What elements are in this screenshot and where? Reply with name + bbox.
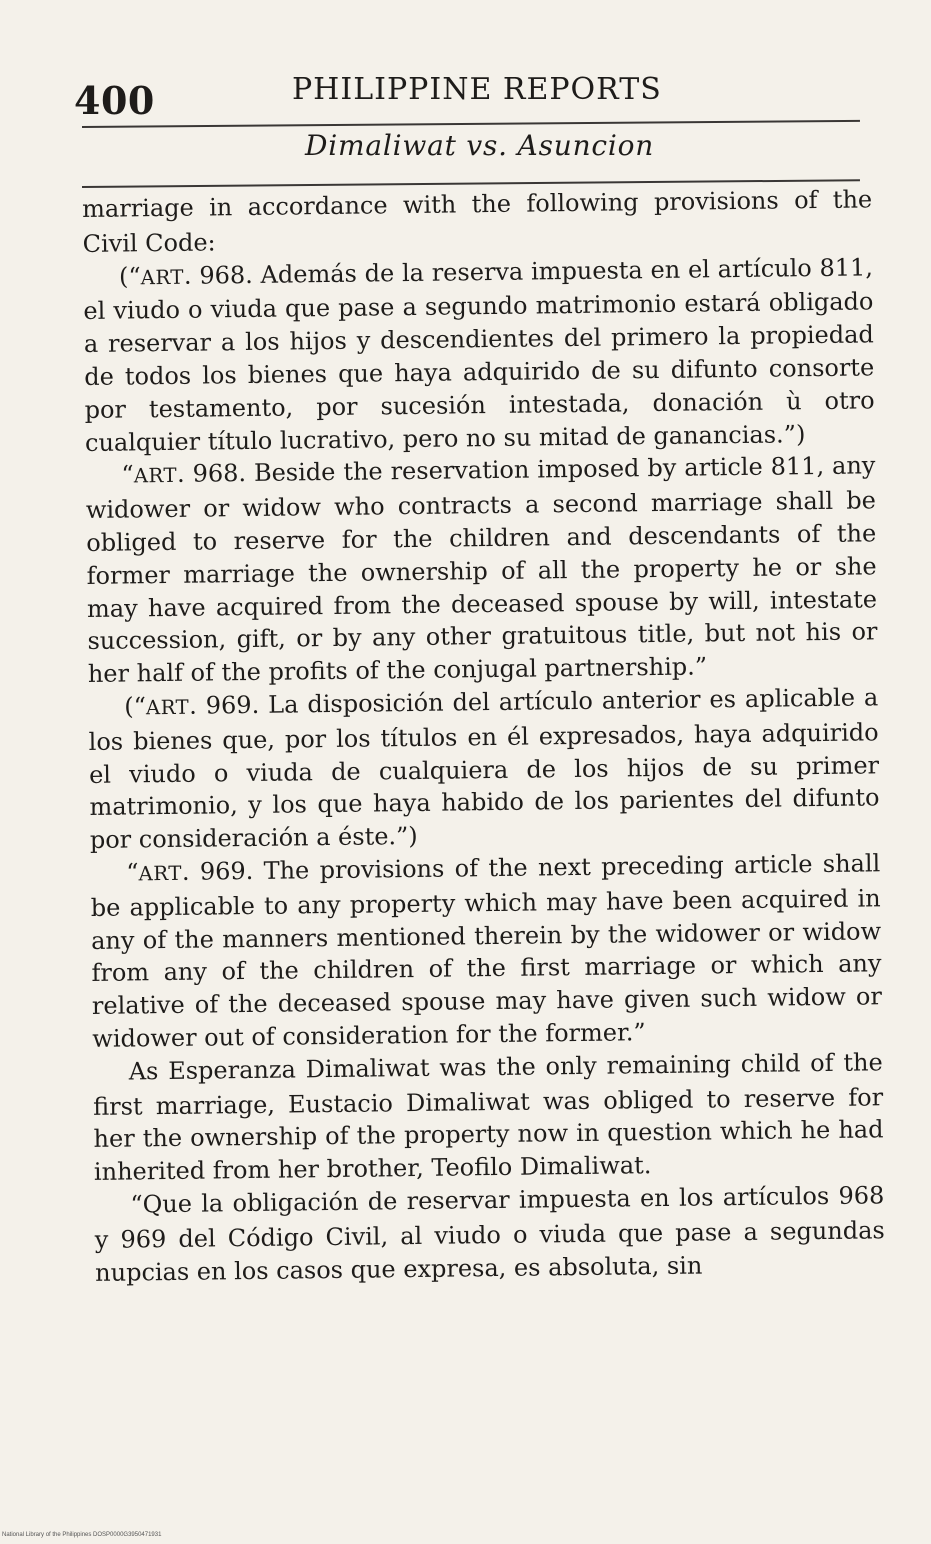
paragraph-5-prefix: “: [126, 858, 139, 887]
page-number: 400: [74, 78, 155, 123]
paragraph-5-text: . 969. The provisions of the next preceding article shall be applicable to any property which may have been acquired in any of the manners mentioned therein by the widower or widow from any of the children of the first marriage or which any relative of the deceased spouse may have given such widow or widower out of consideration for the former.”: [90, 849, 883, 1053]
paragraph-4-prefix-small: ART: [145, 695, 190, 720]
paragraph-3: [85, 450, 878, 691]
paragraph-4-prefix: (“: [124, 692, 147, 721]
paragraph-2-text: . 968. Además de la reserva impuesta en el artículo 811, el viudo o viuda que pase a segundo matrimonio estará obligado a reservar a los hijos y descendientes del primero la propiedad de todos los bienes que haya adquirido de su difunto consorte por testamento, por sucesión intestada, donación ù otro cualquier título lucrativo, pero no su mitad de ganancias.”): [83, 252, 875, 457]
case-title: Dimaliwat vs. Asuncion: [305, 129, 655, 162]
paragraph-7: [94, 1179, 885, 1289]
paragraph-4-text: . 969. La disposición del artículo anterior es aplicable a los bienes que, por los títulos en él expresados, haya adquirido el viudo o viuda de cualquiera de los hijos de su primer matrimonio, y los que haya habido de los parientes del difunto por consideración a éste.”): [88, 683, 880, 855]
paragraph-3-prefix-small: ART: [133, 464, 178, 488]
paragraph-3-text: . 968. Beside the reservation imposed by article 811, any widower or widow who contracts a second marriage shall be obliged to reserve for the children and descendants of the former marriage the ownership of all the property he or she may have acquired from the deceased spouse by will, intestate succession, gift, or by any other gratuitous title, but not his or her half of the profits of the conjugal partnership.”: [85, 451, 878, 689]
paragraph-1: [82, 183, 873, 260]
scan-credit: National Library of the Philippines DOSP0000G3950471931: [2, 1532, 162, 1538]
paragraph-6: [93, 1046, 885, 1189]
paragraph-6-text: As Esperanza Dimaliwat was the only remaining child of the first marriage, Eustacio Dimaliwat was obliged to reserve for her the ownership of the property now in question which he had inherited from her brother, Teofilo Dimaliwat.: [92, 1048, 884, 1187]
paragraph-2: [83, 251, 875, 459]
paragraph-2-prefix-small: ART: [140, 265, 185, 289]
header-rule-top: [82, 120, 860, 128]
paragraph-4: [88, 681, 880, 857]
paragraph-7-text: “Que la obligación de reservar impuesta en los artículos 968 y 969 del Código Civil, al viudo o viuda que pase a segundas nupcias en los casos que expresa, es absoluta, sin: [94, 1181, 885, 1287]
paragraph-5-prefix-small: ART: [138, 861, 183, 886]
paragraph-2-prefix: (“: [118, 261, 141, 291]
paragraph-5: [90, 847, 882, 1055]
body-text: [82, 183, 885, 1289]
paragraph-1-text: marriage in accordance with the following provisions of the Civil Code:: [82, 185, 873, 258]
paragraph-3-prefix: “: [121, 460, 134, 489]
running-head: PHILIPPINE REPORTS: [292, 72, 662, 107]
